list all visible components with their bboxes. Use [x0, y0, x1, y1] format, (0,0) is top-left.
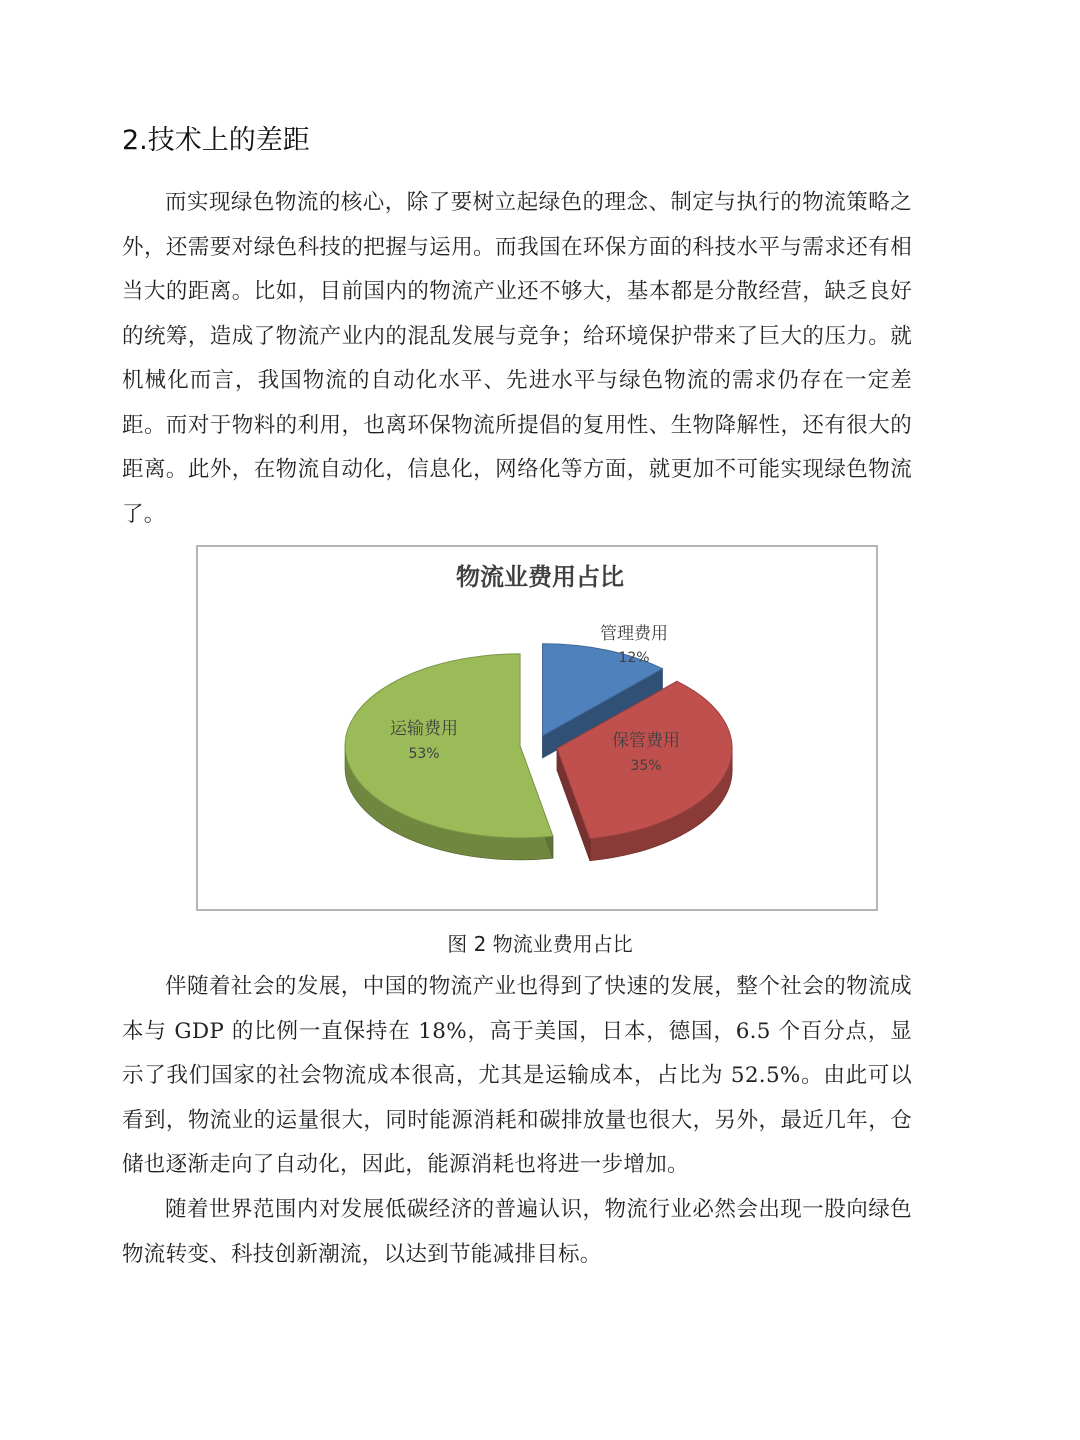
section-heading: 2.技术上的差距: [122, 125, 310, 156]
paragraph-tech-gap: 而实现绿色物流的核心，除了要树立起绿色的理念、制定与执行的物流策略之外，还需要对绿色科技的把握与运用。而我国在环保方面的科技水平与需求还有相当大的距离。比如，目前国内的物流产业还不够大，基本都是分散经营，缺乏良好的统筹，造成了物流产业内的混乱发展与竞争；给环境保护带来了巨大的压力。就机械化而言，我国物流的自动化水平、先进水平与绿色物流的需求仍存在一定差距。而对于物料的利用，也离环保物流所提倡的复用性、生物降解性，还有很大的距离。此外，在物流自动化，信息化，网络化等方面，就更加不可能实现绿色物流了。: [122, 190, 912, 527]
slice-value-transport: 53%: [408, 746, 440, 762]
slice-value-management: 12%: [618, 650, 650, 666]
slice-label-transport: 运输费用: [390, 719, 458, 739]
slice-label-management: 管理费用: [600, 624, 668, 644]
paragraph-cost-ratio: 伴随着社会的发展，中国的物流产业也得到了快速的发展，整个社会的物流成本与 GDP 的比例一直保持在 18%，高于美国，日本，德国，6.5 个百分点，显示了我们国家的社会物流成本很高，尤其是运输成本，占比为 52.5%。由此可以看到，物流业的运量很大，同时能源消耗和碳排放量也很大，另外，最近几年，仓储也逐渐走向了自动化，因此，能源消耗也将进一步增加。: [122, 974, 912, 1177]
chart-title: 物流业费用占比: [456, 563, 624, 591]
slice-value-storage: 35%: [630, 758, 662, 774]
chart-frame: [196, 545, 878, 911]
figure-caption: 图 2 物流业费用占比: [447, 932, 633, 956]
pie-chart: [198, 547, 876, 909]
slice-label-storage: 保管费用: [612, 731, 680, 751]
paragraph-low-carbon: 随着世界范围内对发展低碳经济的普遍认识，物流行业必然会出现一股向绿色物流转变、科技创新潮流，以达到节能减排目标。: [122, 1197, 912, 1267]
